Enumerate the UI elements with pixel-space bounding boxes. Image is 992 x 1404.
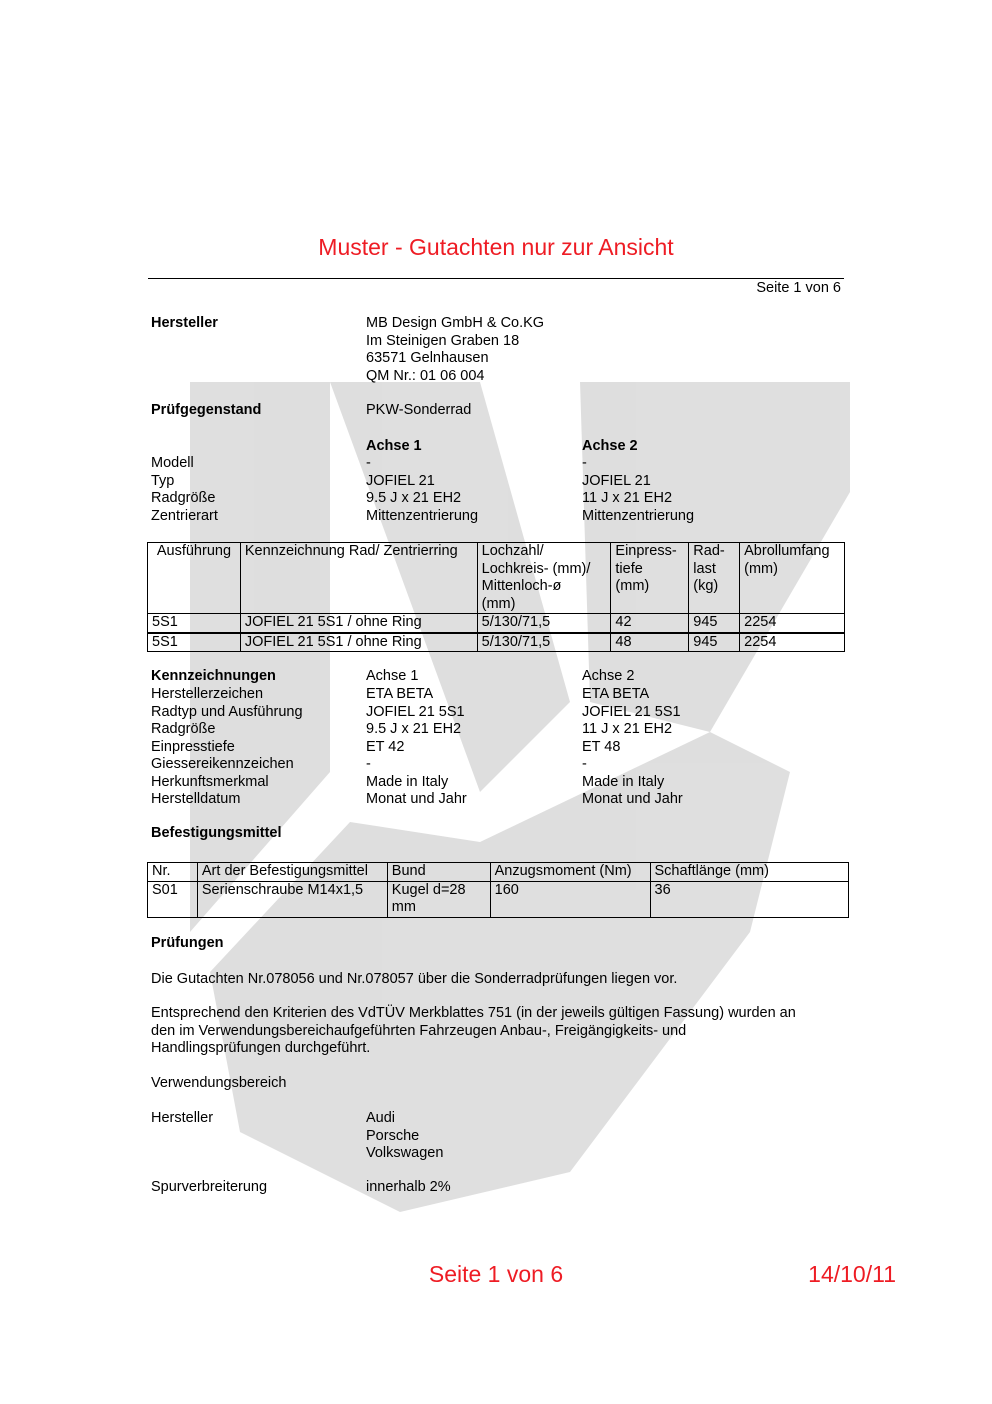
table-cell: 2254 — [740, 614, 845, 633]
kennz-row-label: Herkunftsmerkmal — [151, 773, 269, 790]
table-header-cell: Einpress- tiefe (mm) — [611, 543, 689, 614]
kennz-achse1-value: ET 42 — [366, 738, 405, 755]
table-row — [148, 633, 845, 652]
table-cell: 160 — [490, 881, 650, 917]
footer-page-number: Seite 1 von 6 — [428, 1261, 564, 1287]
table-cell: 42 — [611, 614, 689, 633]
hersteller-line: Im Steinigen Graben 18 — [366, 332, 520, 349]
paragraph-line: Handlingsprüfungen durchgeführt. — [151, 1040, 371, 1056]
kennz-row-label: Giessereikennzeichen — [151, 756, 294, 772]
table-cell: JOFIEL 21 5S1 / ohne Ring — [240, 614, 477, 633]
table-cell: 945 — [689, 633, 740, 652]
befestigungsmittel-label: Befestigungsmittel — [151, 825, 282, 841]
achse2-value: JOFIEL 21 — [582, 472, 651, 489]
list-item: Audi — [366, 1110, 396, 1126]
hersteller-label: Hersteller — [151, 315, 218, 331]
table-cell: 5/130/71,5 — [477, 633, 611, 652]
table-header-cell: Ausführung — [148, 543, 241, 614]
pruefungen-label: Prüfungen — [151, 935, 224, 951]
table-header-cell: Schaftlänge (mm) — [650, 863, 848, 882]
achse2-value: Mittenzentrierung — [582, 507, 695, 524]
kennz-achse1-value: JOFIEL 21 5S1 — [366, 703, 465, 720]
hersteller-line: 63571 Gelnhausen — [366, 350, 489, 366]
verwendungsbereich-label: Verwendungsbereich — [151, 1075, 287, 1091]
table-cell: 5S1 — [148, 614, 241, 633]
table-cell: S01 — [148, 881, 198, 917]
achse1-value: JOFIEL 21 — [366, 472, 435, 489]
footer-date: 14/10/11 — [808, 1261, 896, 1287]
kennz-row-label: Herstelldatum — [151, 791, 241, 807]
kennz-achse2-value: JOFIEL 21 5S1 — [582, 703, 681, 720]
kennz-achse1-value: - — [366, 756, 371, 772]
table-header-cell: Nr. — [148, 863, 198, 882]
achse1-header: Achse 1 — [366, 438, 422, 454]
verw-hersteller-label: Hersteller — [151, 1110, 214, 1126]
kennz-achse1-value: Made in Italy — [366, 773, 449, 790]
achse1-value: Mittenzentrierung — [366, 507, 479, 524]
table-header-cell: Rad- last (kg) — [689, 543, 740, 614]
kennz-achse2-value: ETA BETA — [582, 686, 650, 702]
table-cell: Serienschraube M14x1,5 — [197, 881, 387, 917]
achsen-labels — [151, 455, 218, 525]
kennz-achse1-value: 9.5 J x 21 EH2 — [366, 721, 462, 737]
achsen-row-label: Typ — [151, 472, 175, 489]
table-header-cell: Art der Befestigungsmittel — [197, 863, 387, 882]
verw-hersteller-list — [366, 1110, 443, 1163]
header-page-number: Seite 1 von 6 — [756, 280, 841, 296]
spurverbreiterung-value: innerhalb 2% — [366, 1179, 451, 1195]
header-rule — [148, 278, 844, 279]
achsen-row-label: Zentrierart — [151, 507, 218, 524]
list-item: Porsche — [366, 1127, 420, 1144]
table-cell: 945 — [689, 614, 740, 633]
kennz-row-label: Herstellerzeichen — [151, 686, 264, 702]
table-header-cell: Abrollumfang (mm) — [740, 543, 845, 614]
list-item: Volkswagen — [366, 1145, 444, 1161]
table-cell: JOFIEL 21 5S1 / ohne Ring — [240, 633, 477, 652]
pruefungen-paragraph-2 — [151, 1005, 796, 1058]
achse1-value: - — [366, 455, 371, 471]
achse1-value: 9.5 J x 21 EH2 — [366, 490, 462, 506]
table-cell: Kugel d=28 mm — [387, 881, 490, 917]
achse2-values — [582, 455, 694, 525]
hersteller-address — [366, 315, 544, 385]
table-cell: 48 — [611, 633, 689, 652]
table-row — [148, 614, 845, 633]
kennz-achse1-value: Monat und Jahr — [366, 791, 467, 807]
achse2-value: - — [582, 455, 587, 471]
pruefgegenstand-label: Prüfgegenstand — [151, 402, 262, 418]
kennz-achse1-values — [366, 686, 467, 809]
achse2-value: 11 J x 21 EH2 — [582, 490, 673, 506]
kennz-achse2-value: Monat und Jahr — [582, 791, 683, 807]
table-header-row — [148, 543, 845, 614]
table-header-cell: Anzugsmoment (Nm) — [490, 863, 650, 882]
kennz-labels — [151, 686, 303, 809]
pruefgegenstand-value: PKW-Sonderrad — [366, 402, 472, 418]
table-header-cell: Kennzeichnung Rad/ Zentrierring — [240, 543, 477, 614]
paragraph-line: Entsprechend den Kriterien des VdTÜV Merkblattes 751 (in der jeweils gültigen Fassung) wurden an — [151, 1005, 796, 1021]
achse2-header: Achse 2 — [582, 438, 638, 454]
kennz-row-label: Radtyp und Ausführung — [151, 703, 303, 720]
table-cell: 2254 — [740, 633, 845, 652]
table-cell: 5S1 — [148, 633, 241, 652]
kennz-achse2-value: 11 J x 21 EH2 — [582, 721, 673, 737]
spurverbreiterung-label: Spurverbreiterung — [151, 1179, 268, 1195]
table-header-cell: Bund — [387, 863, 490, 882]
kennz-achse1-header: Achse 1 — [366, 668, 419, 684]
achsen-row-label: Modell — [151, 455, 194, 471]
kennz-achse2-values — [582, 686, 683, 809]
table-header-row — [148, 863, 849, 882]
table-header-cell: Lochzahl/ Lochkreis- (mm)/ Mittenloch-ø (mm) — [477, 543, 611, 614]
table-cell: 36 — [650, 881, 848, 917]
kennz-achse2-value: - — [582, 756, 587, 772]
hersteller-line: MB Design GmbH & Co.KG — [366, 315, 545, 331]
hersteller-line: QM Nr.: 01 06 004 — [366, 367, 485, 384]
achse1-values — [366, 455, 478, 525]
achsen-row-label: Radgröße — [151, 490, 216, 506]
kennz-row-label: Einpresstiefe — [151, 738, 235, 755]
table-cell: 5/130/71,5 — [477, 614, 611, 633]
document-title: Muster - Gutachten nur zur Ansicht — [318, 234, 674, 260]
pruefungen-paragraph-1: Die Gutachten Nr.078056 und Nr.078057 über die Sonderradprüfungen liegen vor. — [151, 971, 678, 987]
kennz-achse1-value: ETA BETA — [366, 686, 434, 702]
paragraph-line: den im Verwendungsbereichaufgeführten Fahrzeugen Anbau-, Freigängigkeits- und — [151, 1022, 687, 1039]
ausfuehrung-table — [147, 542, 845, 652]
kennz-achse2-header: Achse 2 — [582, 668, 635, 684]
befestigungsmittel-table — [147, 862, 849, 918]
kennz-achse2-value: Made in Italy — [582, 773, 665, 790]
kennz-row-label: Radgröße — [151, 721, 216, 737]
kennz-achse2-value: ET 48 — [582, 738, 621, 755]
table-row — [148, 881, 849, 917]
kennzeichnungen-label: Kennzeichnungen — [151, 668, 276, 684]
